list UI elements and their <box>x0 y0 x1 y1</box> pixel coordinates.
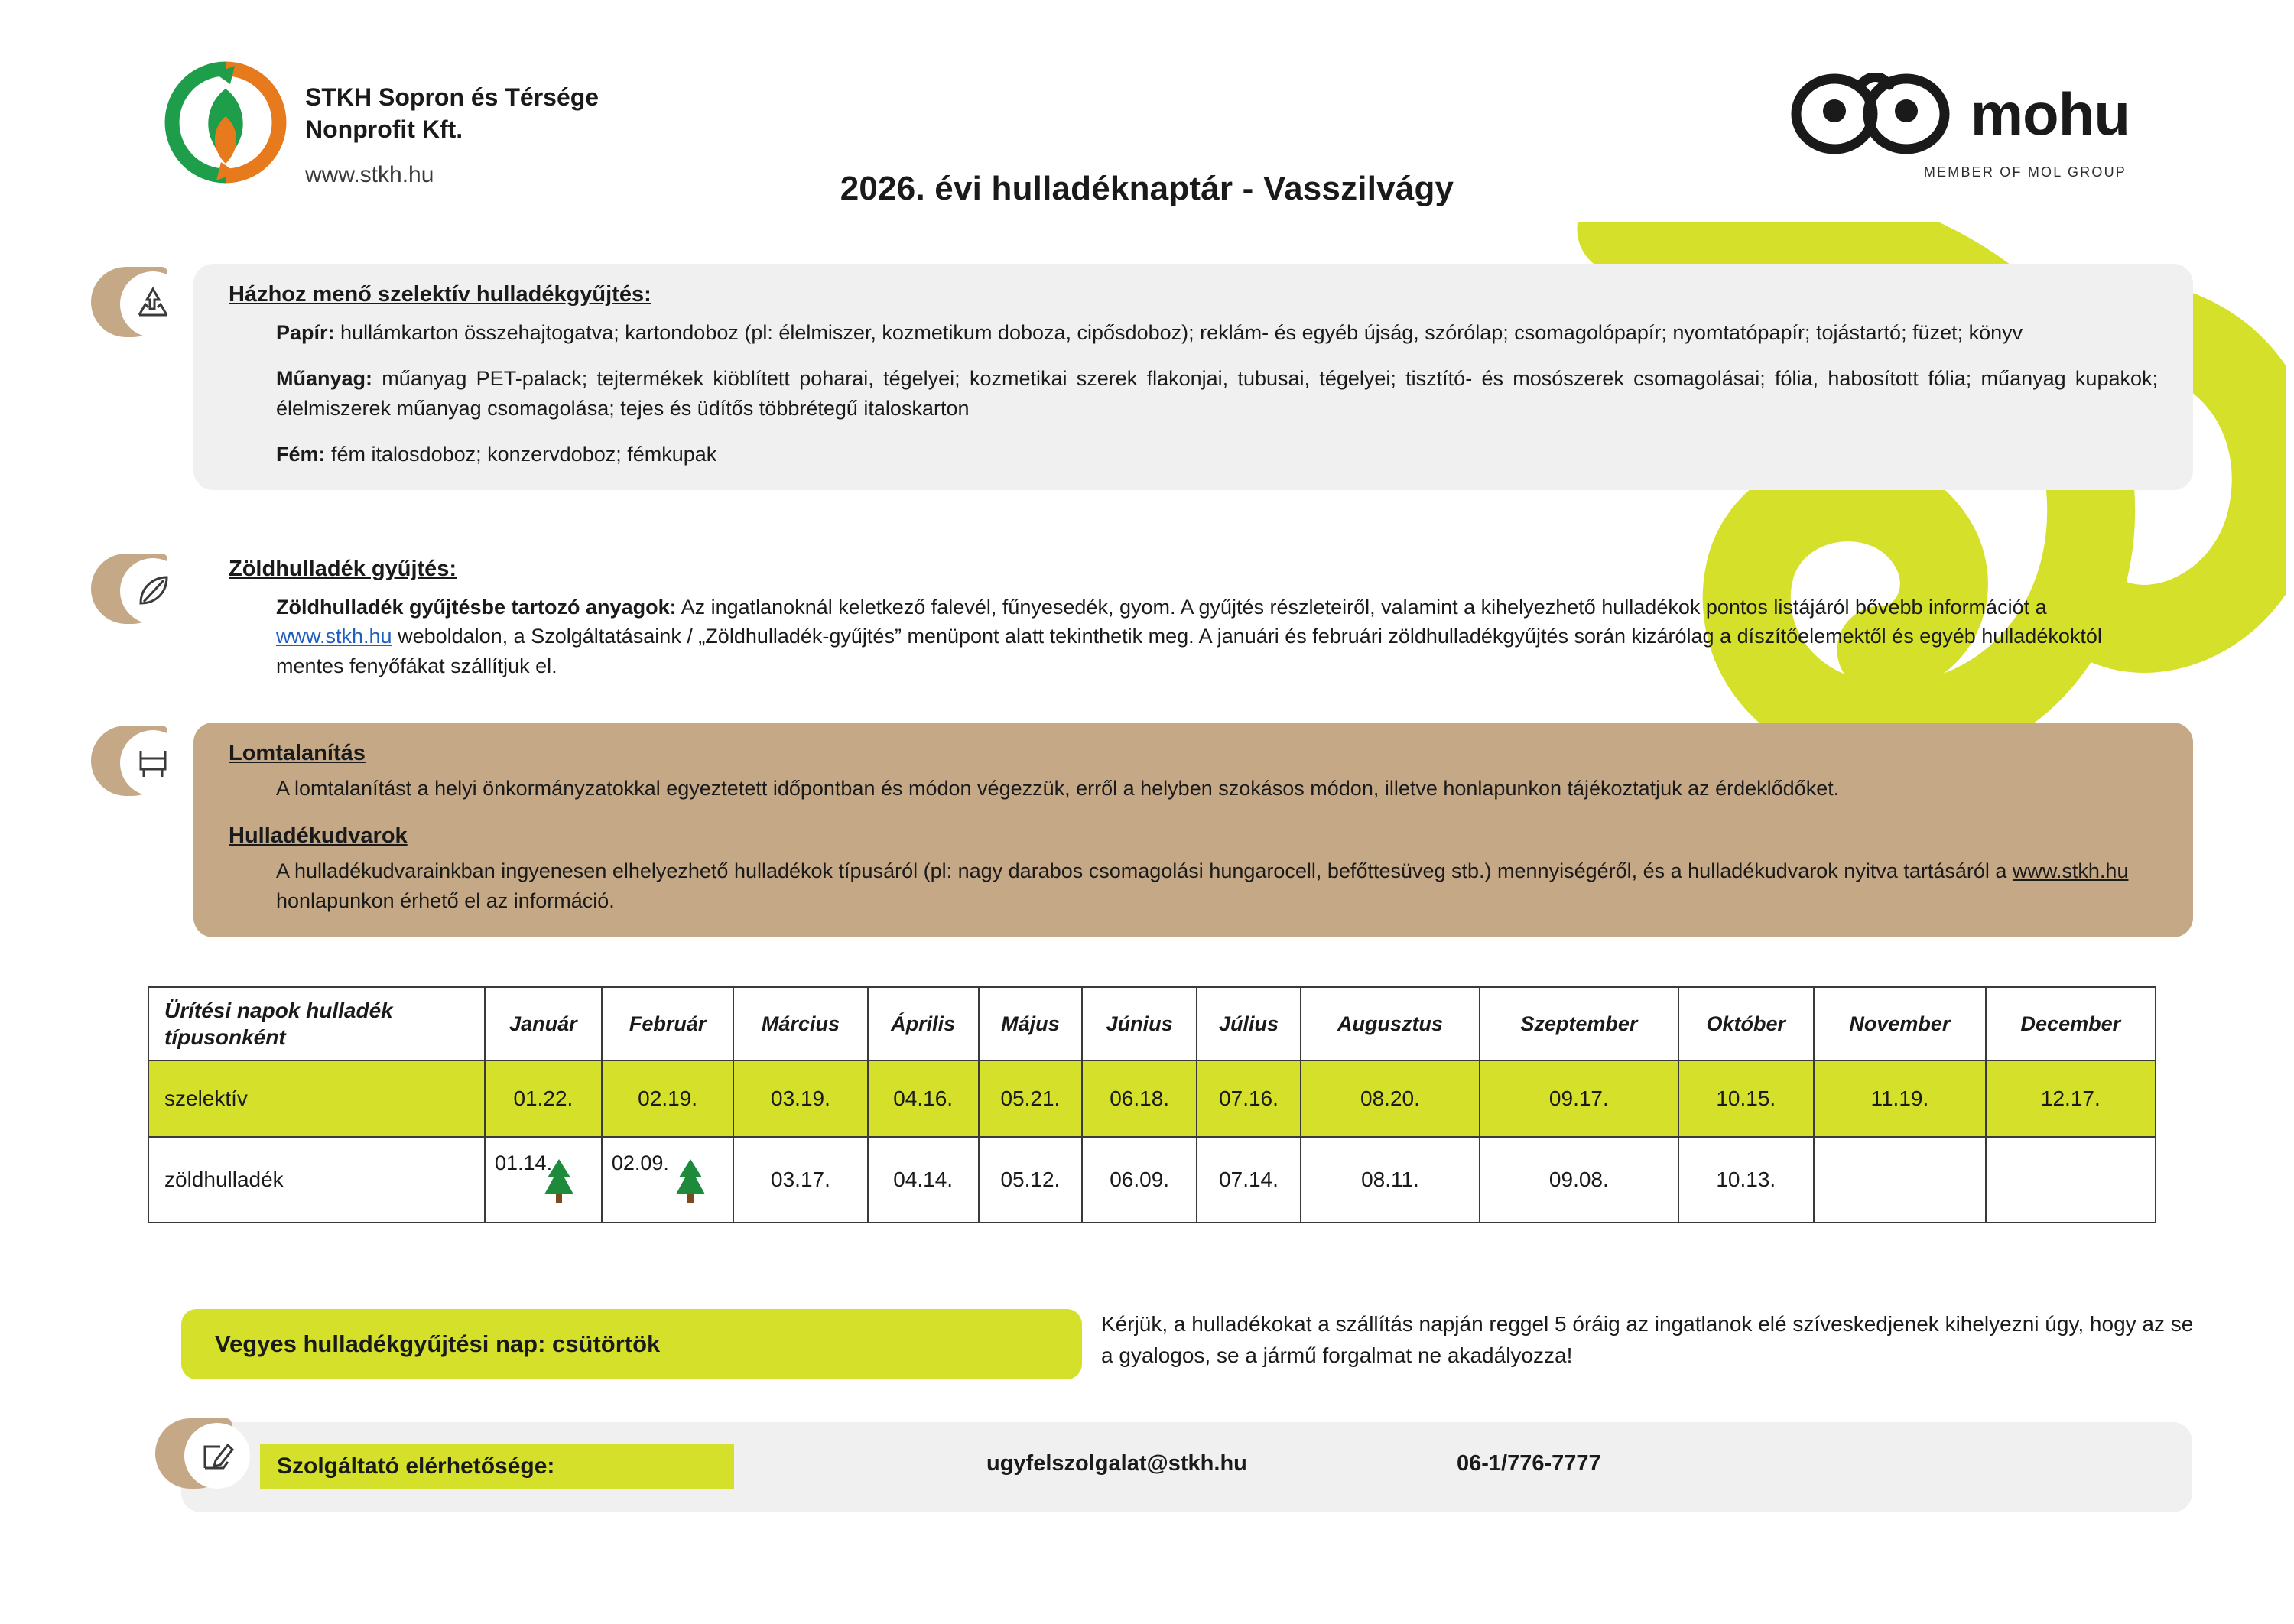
contact-email[interactable]: ugyfelszolgalat@stkh.hu <box>986 1451 1247 1476</box>
metal-label: Fém: <box>276 442 326 466</box>
leaf-icon <box>133 571 173 611</box>
yard-text-a: A hulladékudvarainkban ingyenesen elhelyezhető hulladékok típusáról (pl: nagy darabos csomagolási hungarocell, befőttesüveg stb.) mennyiségéről, és a hulladékudvarok nyitva tartásáról a <box>276 859 2013 883</box>
pine-tree-icon <box>668 1156 713 1207</box>
selective-date-5: 06.18. <box>1082 1060 1197 1137</box>
green-date-7: 08.11. <box>1301 1137 1480 1223</box>
green-date-0-cell <box>485 1137 602 1223</box>
brand-name-line1: STKH Sopron és Térsége <box>305 83 599 111</box>
month-header-9: Október <box>1678 987 1815 1060</box>
selective-date-4: 05.21. <box>979 1060 1082 1137</box>
plastic-paragraph <box>229 364 2158 423</box>
mohu-tagline: MEMBER OF MOL GROUP <box>1923 164 2127 180</box>
selective-date-8: 09.17. <box>1480 1060 1678 1137</box>
green-date-11 <box>1986 1137 2156 1223</box>
furniture-icon <box>133 743 173 783</box>
recycle-badge <box>91 267 192 340</box>
green-waste-badge <box>91 554 192 627</box>
mohu-logo <box>1790 73 2130 180</box>
green-waste-heading: Zöldhulladék gyűjtés: <box>229 557 457 581</box>
month-header-10: November <box>1814 987 1986 1060</box>
month-header-5: Június <box>1082 987 1197 1060</box>
paper-label: Papír: <box>276 321 335 344</box>
month-header-7: Augusztus <box>1301 987 1480 1060</box>
green-date-10 <box>1814 1137 1986 1223</box>
metal-paragraph <box>229 440 2158 469</box>
metal-text: fém italosdoboz; konzervdoboz; fémkupak <box>325 442 717 466</box>
page-title: 2026. évi hulladéknaptár - Vasszilvágy <box>840 170 1454 207</box>
bulky-waste-badge <box>91 726 192 799</box>
selective-date-11: 12.17. <box>1986 1060 2156 1137</box>
table-row <box>148 1060 2156 1137</box>
paper-text: hullámkarton összehajtogatva; kartondoboz (pl: élelmiszer, kozmetikum doboza, cipősdoboz); reklám- és egyéb újság, szórólap; csomagolópapír; nyomtatópapír; tojástartó; füzet; könyv <box>334 321 2023 344</box>
selective-date-0: 01.22. <box>485 1060 602 1137</box>
selective-date-1: 02.19. <box>602 1060 734 1137</box>
green-date-0: 01.14. <box>495 1151 553 1174</box>
green-waste-panel <box>193 551 2193 702</box>
pine-tree-icon <box>537 1156 581 1207</box>
selective-date-6: 07.16. <box>1197 1060 1300 1137</box>
mohu-owl-icon <box>1790 73 1951 155</box>
month-header-11: December <box>1986 987 2156 1060</box>
placement-notice: Kérjük, a hulladékokat a szállítás napján reggel 5 óráig az ingatlanok elé szíveskedjenek kihelyezni úgy, hogy az se a gyalogos, se a jármű forgalmat ne akadályozza! <box>1101 1312 2194 1367</box>
bulky-waste-section <box>193 723 2193 937</box>
green-waste-text-a: Az ingatlanoknál keletkező falevél, fűnyesedék, gyom. A gyűjtés részleteiről, valamint a kihelyezhető hulladékok pontos listájáról bővebb információt a <box>676 596 2047 619</box>
green-date-8: 09.08. <box>1480 1137 1678 1223</box>
row-label-green: zöldhulladék <box>148 1137 485 1223</box>
green-waste-paragraph <box>229 593 2158 680</box>
selective-heading: Házhoz menő szelektív hulladékgyűjtés: <box>229 282 651 307</box>
document-header <box>0 0 2294 207</box>
bulky-waste-panel <box>193 723 2193 937</box>
green-date-1-cell <box>602 1137 734 1223</box>
contact-label: Szolgáltató elérhetősége: <box>260 1444 734 1489</box>
yard-heading: Hulladékudvarok <box>229 823 408 849</box>
brand-name-line2: Nonprofit Kft. <box>305 115 463 144</box>
collection-calendar-table <box>148 986 2156 1223</box>
selective-panel <box>193 264 2193 490</box>
contact-badge <box>155 1418 256 1492</box>
bulky-heading: Lomtalanítás <box>229 741 366 765</box>
month-header-3: Április <box>868 987 979 1060</box>
green-waste-lead-label: Zöldhulladék gyűjtésbe tartozó anyagok: <box>276 596 677 619</box>
selective-date-9: 10.15. <box>1678 1060 1815 1137</box>
green-date-2: 03.17. <box>733 1137 867 1223</box>
contact-phone[interactable]: 06-1/776-7777 <box>1457 1451 1601 1476</box>
month-header-2: Március <box>733 987 867 1060</box>
month-header-8: Szeptember <box>1480 987 1678 1060</box>
green-date-1: 02.09. <box>611 1151 669 1174</box>
contact-pen-icon <box>197 1436 237 1476</box>
selective-date-2: 03.19. <box>733 1060 867 1137</box>
yard-link[interactable]: www.stkh.hu <box>2012 859 2129 883</box>
month-header-6: Július <box>1197 987 1300 1060</box>
green-date-9: 10.13. <box>1678 1137 1815 1223</box>
month-header-0: Január <box>485 987 602 1060</box>
selective-date-7: 08.20. <box>1301 1060 1480 1137</box>
selective-date-3: 04.16. <box>868 1060 979 1137</box>
bulky-text: A lomtalanítást a helyi önkormányzatokkal egyeztetett időpontban és módon végezzük, erről a helyben szokásos módon, illetve honlapunkon tájékoztatjuk az érdeklődőket. <box>276 777 1840 800</box>
green-waste-text-b: weboldalon, a Szolgáltatásaink / „Zöldhulladék-gyűjtés” menüpont alatt tekinthetik meg. A januári és februári zöldhulladékgyűjtés során kizárólag a díszítőelemektől és egyéb hulladékoktól mentes fenyőfákat szállítjuk el. <box>276 625 2102 677</box>
mixed-waste-day-badge: Vegyes hulladékgyűjtési nap: csütörtök <box>181 1309 1082 1379</box>
table-corner-header: Ürítési napok hulladék típusonként <box>148 987 485 1060</box>
mohu-wordmark: mohu <box>1970 80 2130 148</box>
selective-date-10: 11.19. <box>1814 1060 1986 1137</box>
yard-text-b: honlapunkon érhető el az információ. <box>276 889 615 913</box>
stkh-logo-icon <box>164 61 287 184</box>
recycle-icon <box>133 284 173 324</box>
green-date-3: 04.14. <box>868 1137 979 1223</box>
month-header-1: Február <box>602 987 734 1060</box>
row-label-selective: szelektív <box>148 1060 485 1137</box>
month-header-4: Május <box>979 987 1082 1060</box>
plastic-text: műanyag PET-palack; tejtermékek kiöblített poharai, tégelyei; kozmetikai szerek flakonjai, tubusai, tégelyei; tisztító- és mosószerek csomagolásai; fólia, habosított fólia; műanyag kupakok; élelmiszerek műanyag csomagolása; tejes és üdítős többrétegű italoskarton <box>276 367 2158 420</box>
green-date-6: 07.14. <box>1197 1137 1300 1223</box>
green-date-5: 06.09. <box>1082 1137 1197 1223</box>
plastic-label: Műanyag: <box>276 367 373 391</box>
yard-paragraph <box>229 856 2158 916</box>
table-row <box>148 1137 2156 1223</box>
table-header-row <box>148 987 2156 1060</box>
green-date-4: 05.12. <box>979 1137 1082 1223</box>
green-waste-section <box>193 551 2193 702</box>
selective-collection-section <box>193 264 2193 490</box>
green-waste-link[interactable]: www.stkh.hu <box>276 625 392 648</box>
brand-website: www.stkh.hu <box>305 162 434 188</box>
paper-paragraph <box>229 318 2158 347</box>
